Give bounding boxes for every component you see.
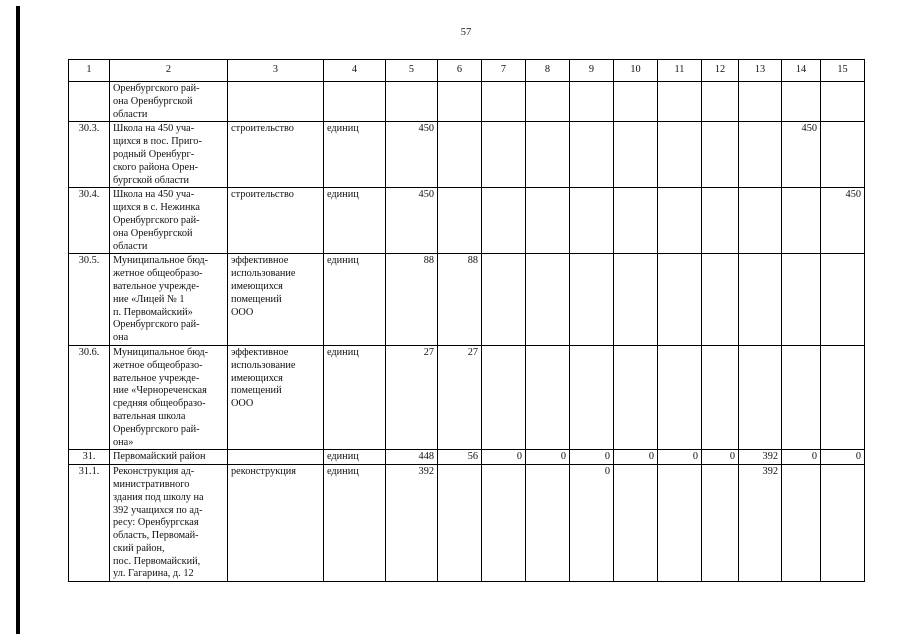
value-cell: 0 [526, 450, 570, 465]
value-cell: 0 [821, 450, 865, 465]
column-header: 12 [702, 60, 739, 82]
column-header: 14 [782, 60, 821, 82]
unit-cell: единиц [324, 450, 386, 465]
unit-cell: единиц [324, 254, 386, 346]
value-cell: 450 [386, 188, 438, 254]
value-cell [526, 345, 570, 449]
value-cell [386, 82, 438, 122]
value-cell [614, 122, 658, 188]
data-table [68, 59, 865, 582]
value-cell [739, 188, 782, 254]
table-body [69, 60, 865, 582]
object-name-cell: Первомайский район [110, 450, 228, 465]
value-cell: 0 [782, 450, 821, 465]
value-cell: 450 [386, 122, 438, 188]
measure-type-cell: эффективное использование имеющихся помещений ООО [228, 254, 324, 346]
value-cell: 0 [570, 465, 614, 582]
value-cell [526, 122, 570, 188]
value-cell [702, 82, 739, 122]
column-header: 8 [526, 60, 570, 82]
measure-type-cell [228, 82, 324, 122]
value-cell: 450 [782, 122, 821, 188]
column-header: 10 [614, 60, 658, 82]
value-cell: 0 [614, 450, 658, 465]
object-name-cell: Реконструкция ад- министративного здания под школу на 392 учащихся по ад- ресу: Оренбургская область, Первомай- ский район, пос. Первомайский, ул. Гагарина, д. 12 [110, 465, 228, 582]
value-cell [570, 345, 614, 449]
value-cell [782, 254, 821, 346]
value-cell [739, 345, 782, 449]
header-row [69, 60, 865, 82]
value-cell [782, 465, 821, 582]
value-cell [821, 254, 865, 346]
value-cell [526, 465, 570, 582]
value-cell [658, 188, 702, 254]
value-cell: 450 [821, 188, 865, 254]
value-cell: 88 [438, 254, 482, 346]
value-cell [614, 345, 658, 449]
value-cell [482, 254, 526, 346]
value-cell [482, 465, 526, 582]
value-cell [739, 122, 782, 188]
table-row [69, 254, 865, 346]
value-cell [526, 188, 570, 254]
unit-cell: единиц [324, 188, 386, 254]
value-cell [526, 254, 570, 346]
value-cell [782, 82, 821, 122]
value-cell [702, 254, 739, 346]
unit-cell: единиц [324, 122, 386, 188]
value-cell [614, 465, 658, 582]
value-cell [821, 82, 865, 122]
column-header: 13 [739, 60, 782, 82]
column-header: 5 [386, 60, 438, 82]
value-cell [570, 254, 614, 346]
value-cell: 448 [386, 450, 438, 465]
table-row [69, 188, 865, 254]
row-number-cell: 30.4. [69, 188, 110, 254]
value-cell [526, 82, 570, 122]
value-cell: 0 [658, 450, 702, 465]
row-number-cell [69, 82, 110, 122]
column-header: 4 [324, 60, 386, 82]
value-cell [658, 254, 702, 346]
measure-type-cell: строительство [228, 188, 324, 254]
row-number-cell: 30.6. [69, 345, 110, 449]
value-cell [570, 122, 614, 188]
value-cell [482, 82, 526, 122]
value-cell [614, 254, 658, 346]
column-header: 6 [438, 60, 482, 82]
page-number: 57 [460, 27, 472, 38]
column-header: 3 [228, 60, 324, 82]
value-cell: 27 [386, 345, 438, 449]
table-row [69, 465, 865, 582]
column-header: 15 [821, 60, 865, 82]
measure-type-cell: эффективное использование имеющихся помещений ООО [228, 345, 324, 449]
object-name-cell: Школа на 450 уча- щихся в пос. Приго- родный Оренбург- ского района Орен- бургской области [110, 122, 228, 188]
row-number-cell: 31. [69, 450, 110, 465]
value-cell [739, 254, 782, 346]
page-left-edge [16, 6, 20, 634]
value-cell [614, 82, 658, 122]
measure-type-cell: строительство [228, 122, 324, 188]
column-header: 7 [482, 60, 526, 82]
value-cell [821, 345, 865, 449]
object-name-cell: Муниципальное бюд- жетное общеобразо- вательное учрежде- ние «Чернореченская средняя общеобразо- вательная школа Оренбургского рай- она» [110, 345, 228, 449]
value-cell [570, 188, 614, 254]
value-cell [702, 345, 739, 449]
table-row [69, 82, 865, 122]
value-cell: 0 [702, 450, 739, 465]
value-cell [739, 82, 782, 122]
value-cell [482, 345, 526, 449]
object-name-cell: Оренбургского рай- она Оренбургской области [110, 82, 228, 122]
value-cell: 392 [386, 465, 438, 582]
value-cell [438, 188, 482, 254]
value-cell: 27 [438, 345, 482, 449]
value-cell [570, 82, 614, 122]
unit-cell: единиц [324, 465, 386, 582]
value-cell [782, 188, 821, 254]
value-cell [482, 188, 526, 254]
value-cell [438, 122, 482, 188]
value-cell: 56 [438, 450, 482, 465]
value-cell: 392 [739, 465, 782, 582]
row-number-cell: 31.1. [69, 465, 110, 582]
value-cell [821, 122, 865, 188]
value-cell [782, 345, 821, 449]
row-number-cell: 30.5. [69, 254, 110, 346]
table-row [69, 122, 865, 188]
value-cell [702, 122, 739, 188]
value-cell [658, 122, 702, 188]
object-name-cell: Муниципальное бюд- жетное общеобразо- вательное учрежде- ние «Лицей № 1 п. Первомайский» Оренбургского рай- она [110, 254, 228, 346]
value-cell: 88 [386, 254, 438, 346]
value-cell: 0 [570, 450, 614, 465]
column-header: 1 [69, 60, 110, 82]
value-cell [614, 188, 658, 254]
value-cell [821, 465, 865, 582]
value-cell [658, 345, 702, 449]
value-cell [438, 465, 482, 582]
value-cell [438, 82, 482, 122]
value-cell [658, 82, 702, 122]
column-header: 2 [110, 60, 228, 82]
measure-type-cell: реконструкция [228, 465, 324, 582]
table-row [69, 345, 865, 449]
value-cell [702, 465, 739, 582]
value-cell: 392 [739, 450, 782, 465]
value-cell: 0 [482, 450, 526, 465]
value-cell [702, 188, 739, 254]
row-number-cell: 30.3. [69, 122, 110, 188]
value-cell [482, 122, 526, 188]
object-name-cell: Школа на 450 уча- щихся в с. Нежинка Оренбургского рай- она Оренбургской области [110, 188, 228, 254]
value-cell [658, 465, 702, 582]
column-header: 11 [658, 60, 702, 82]
table-row [69, 450, 865, 465]
measure-type-cell [228, 450, 324, 465]
unit-cell: единиц [324, 345, 386, 449]
unit-cell [324, 82, 386, 122]
column-header: 9 [570, 60, 614, 82]
